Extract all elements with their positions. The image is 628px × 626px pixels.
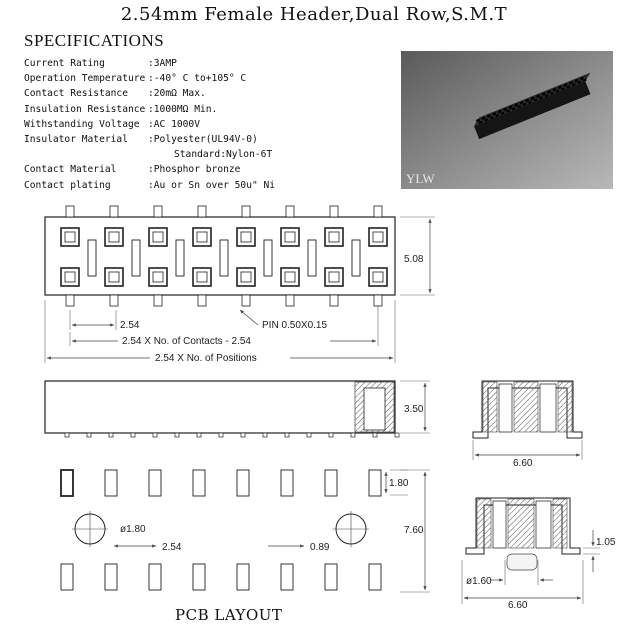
contact-window bbox=[105, 268, 123, 286]
bottom-pin bbox=[198, 295, 206, 306]
contact-window bbox=[281, 228, 299, 246]
contact-window bbox=[193, 228, 211, 246]
side-pin bbox=[131, 433, 135, 437]
separator-slot bbox=[176, 240, 184, 276]
top-pin bbox=[374, 206, 382, 217]
side-pin bbox=[329, 433, 333, 437]
pcb-pad bbox=[237, 470, 249, 496]
contact-window bbox=[61, 228, 79, 246]
contact-window bbox=[281, 268, 299, 286]
side-pin bbox=[307, 433, 311, 437]
pcb-pad bbox=[61, 564, 73, 590]
side-pin bbox=[87, 433, 91, 437]
dim-end-width: 6.60 bbox=[513, 458, 533, 469]
pcb-pad bbox=[369, 470, 381, 496]
page-title: 2.54mm Female Header,Dual Row,S.M.T bbox=[120, 4, 508, 25]
spec-row: Standard:Nylon-6T bbox=[174, 149, 273, 161]
specifications-heading: SPECIFICATIONS bbox=[24, 31, 165, 50]
pcb-pad bbox=[149, 564, 161, 590]
dim-end2-hole: ø1.60 bbox=[466, 576, 492, 587]
dim-pcb-pitch: 2.54 bbox=[162, 542, 182, 553]
pcb-pad bbox=[149, 470, 161, 496]
dim-pcb-height: 7.60 bbox=[404, 525, 424, 536]
side-pin bbox=[109, 433, 113, 437]
side-view-body bbox=[45, 381, 395, 433]
dim-height-top: 5.08 bbox=[404, 254, 424, 265]
contact-window bbox=[237, 268, 255, 286]
top-pin bbox=[330, 206, 338, 217]
bottom-pin bbox=[154, 295, 162, 306]
dim-pcb-pad: 1.80 bbox=[389, 478, 409, 489]
dim-pcb-offset: 0.89 bbox=[310, 542, 330, 553]
pcb-pad bbox=[105, 564, 117, 590]
spec-row: Withstanding Voltage :AC 1000V bbox=[24, 118, 200, 130]
dim-contacts: 2.54 X No. of Contacts - 2.54 bbox=[122, 336, 251, 347]
contact-window bbox=[193, 268, 211, 286]
pcb-pad bbox=[237, 564, 249, 590]
contact-window bbox=[325, 268, 343, 286]
pcb-pad bbox=[61, 470, 73, 496]
spec-row: Current Rating :3AMP bbox=[24, 58, 177, 69]
spec-row: Contact plating :Au or Sn over 50u" Ni bbox=[24, 179, 276, 191]
pcb-pad bbox=[193, 470, 205, 496]
side-pin bbox=[395, 433, 399, 437]
side-pin bbox=[241, 433, 245, 437]
separator-slot bbox=[352, 240, 360, 276]
end-view-top bbox=[473, 381, 582, 469]
dim-end2-width: 6.60 bbox=[508, 600, 528, 611]
bottom-pin bbox=[330, 295, 338, 306]
spec-row: Contact Material :Phosphor bronze bbox=[24, 164, 241, 176]
top-pin bbox=[66, 206, 74, 217]
separator-slot bbox=[220, 240, 228, 276]
separator-slot bbox=[132, 240, 140, 276]
pcb-layout-label: PCB LAYOUT bbox=[175, 606, 283, 624]
side-pin bbox=[351, 433, 355, 437]
contact-window bbox=[149, 228, 167, 246]
contact-window bbox=[61, 268, 79, 286]
side-pin bbox=[65, 433, 69, 437]
top-pin bbox=[154, 206, 162, 217]
bottom-pin bbox=[374, 295, 382, 306]
contact-window bbox=[369, 228, 387, 246]
pcb-pad bbox=[281, 470, 293, 496]
top-pin bbox=[286, 206, 294, 217]
top-pin bbox=[242, 206, 250, 217]
end-view-bottom bbox=[462, 498, 616, 611]
side-pin bbox=[153, 433, 157, 437]
bottom-pin bbox=[242, 295, 250, 306]
side-pin bbox=[263, 433, 267, 437]
dim-positions: 2.54 X No. of Positions bbox=[155, 353, 257, 364]
top-pin bbox=[110, 206, 118, 217]
top-view bbox=[45, 206, 435, 364]
dim-end2-h: 1.05 bbox=[596, 537, 616, 548]
contact-window bbox=[369, 268, 387, 286]
bottom-pin bbox=[66, 295, 74, 306]
dim-pitch: 2.54 bbox=[120, 320, 140, 331]
pcb-pad bbox=[325, 564, 337, 590]
dim-pin: PIN 0.50X0.15 bbox=[262, 320, 328, 331]
side-pin bbox=[285, 433, 289, 437]
pcb-pad bbox=[325, 470, 337, 496]
bottom-pin bbox=[110, 295, 118, 306]
pcb-pad bbox=[105, 470, 117, 496]
contact-window bbox=[149, 268, 167, 286]
separator-slot bbox=[88, 240, 96, 276]
contact-window bbox=[237, 228, 255, 246]
side-pin bbox=[175, 433, 179, 437]
dim-side-height: 3.50 bbox=[404, 404, 424, 415]
pcb-layout bbox=[61, 470, 430, 592]
spec-row: Contact Resistance :20mΩ Max. bbox=[24, 88, 206, 100]
side-pin bbox=[373, 433, 377, 437]
spec-row: Insulator Material :Polyester(UL94V-0) bbox=[24, 133, 258, 145]
spec-row: Operation Temperature :-40° C to+105° C bbox=[24, 73, 247, 85]
side-view bbox=[45, 381, 430, 437]
top-pin bbox=[198, 206, 206, 217]
spec-row: Insulation Resistance :1000MΩ Min. bbox=[24, 103, 218, 115]
contact-window bbox=[105, 228, 123, 246]
dim-pcb-hole: ø1.80 bbox=[120, 524, 146, 535]
pcb-pad bbox=[193, 564, 205, 590]
separator-slot bbox=[308, 240, 316, 276]
pcb-pad bbox=[369, 564, 381, 590]
contact-window bbox=[325, 228, 343, 246]
separator-slot bbox=[264, 240, 272, 276]
photo-watermark: YLW bbox=[406, 171, 435, 186]
pcb-pad bbox=[281, 564, 293, 590]
side-pin bbox=[197, 433, 201, 437]
side-pin bbox=[219, 433, 223, 437]
bottom-pin bbox=[286, 295, 294, 306]
